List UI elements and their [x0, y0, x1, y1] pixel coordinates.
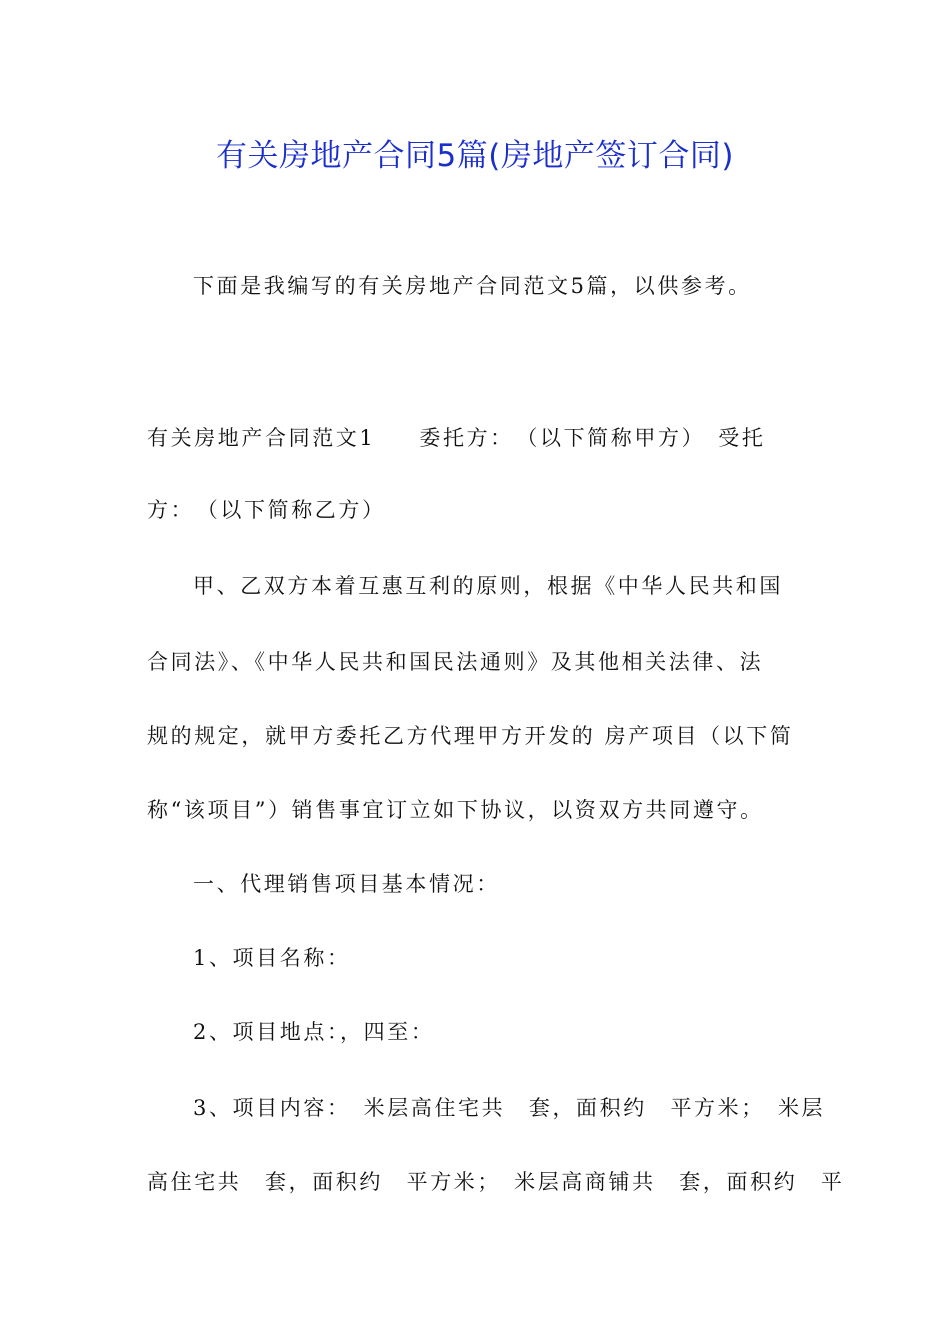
document-title: 有关房地产合同5篇(房地产签订合同)	[216, 138, 734, 174]
body-line: 高住宅共 套，面积约 平方米； 米层高商铺共 套，面积约 平	[147, 1170, 845, 1194]
parties-text: 委托方： （以下简称甲方） 受托	[419, 426, 766, 450]
body-line: 方： （以下简称乙方）	[147, 498, 386, 522]
clause-heading: 一、代理销售项目基本情况：	[193, 872, 500, 896]
body-line: 规的规定，就甲方委托乙方代理甲方开发的 房产项目（以下简	[147, 724, 794, 748]
body-line: 甲、乙双方本着互惠互利的原则，根据《中华人民共和国	[193, 574, 783, 598]
clause-item: 3、项目内容： 米层高住宅共 套，面积约 平方米； 米层	[193, 1096, 826, 1120]
body-line: 合同法》、《中华人民共和国民法通则》及其他相关法律、法	[147, 650, 764, 674]
body-line: 称“该项目”）销售事宜订立如下协议，以资双方共同遵守。	[147, 798, 764, 822]
clause-item: 1、项目名称：	[193, 946, 351, 970]
section-heading-line	[147, 424, 807, 452]
clause-item: 2、项目地点：，四至：	[193, 1020, 435, 1044]
section-heading: 有关房地产合同范文1	[147, 426, 376, 450]
intro-paragraph: 下面是我编写的有关房地产合同范文5篇，以供参考。	[193, 274, 752, 298]
